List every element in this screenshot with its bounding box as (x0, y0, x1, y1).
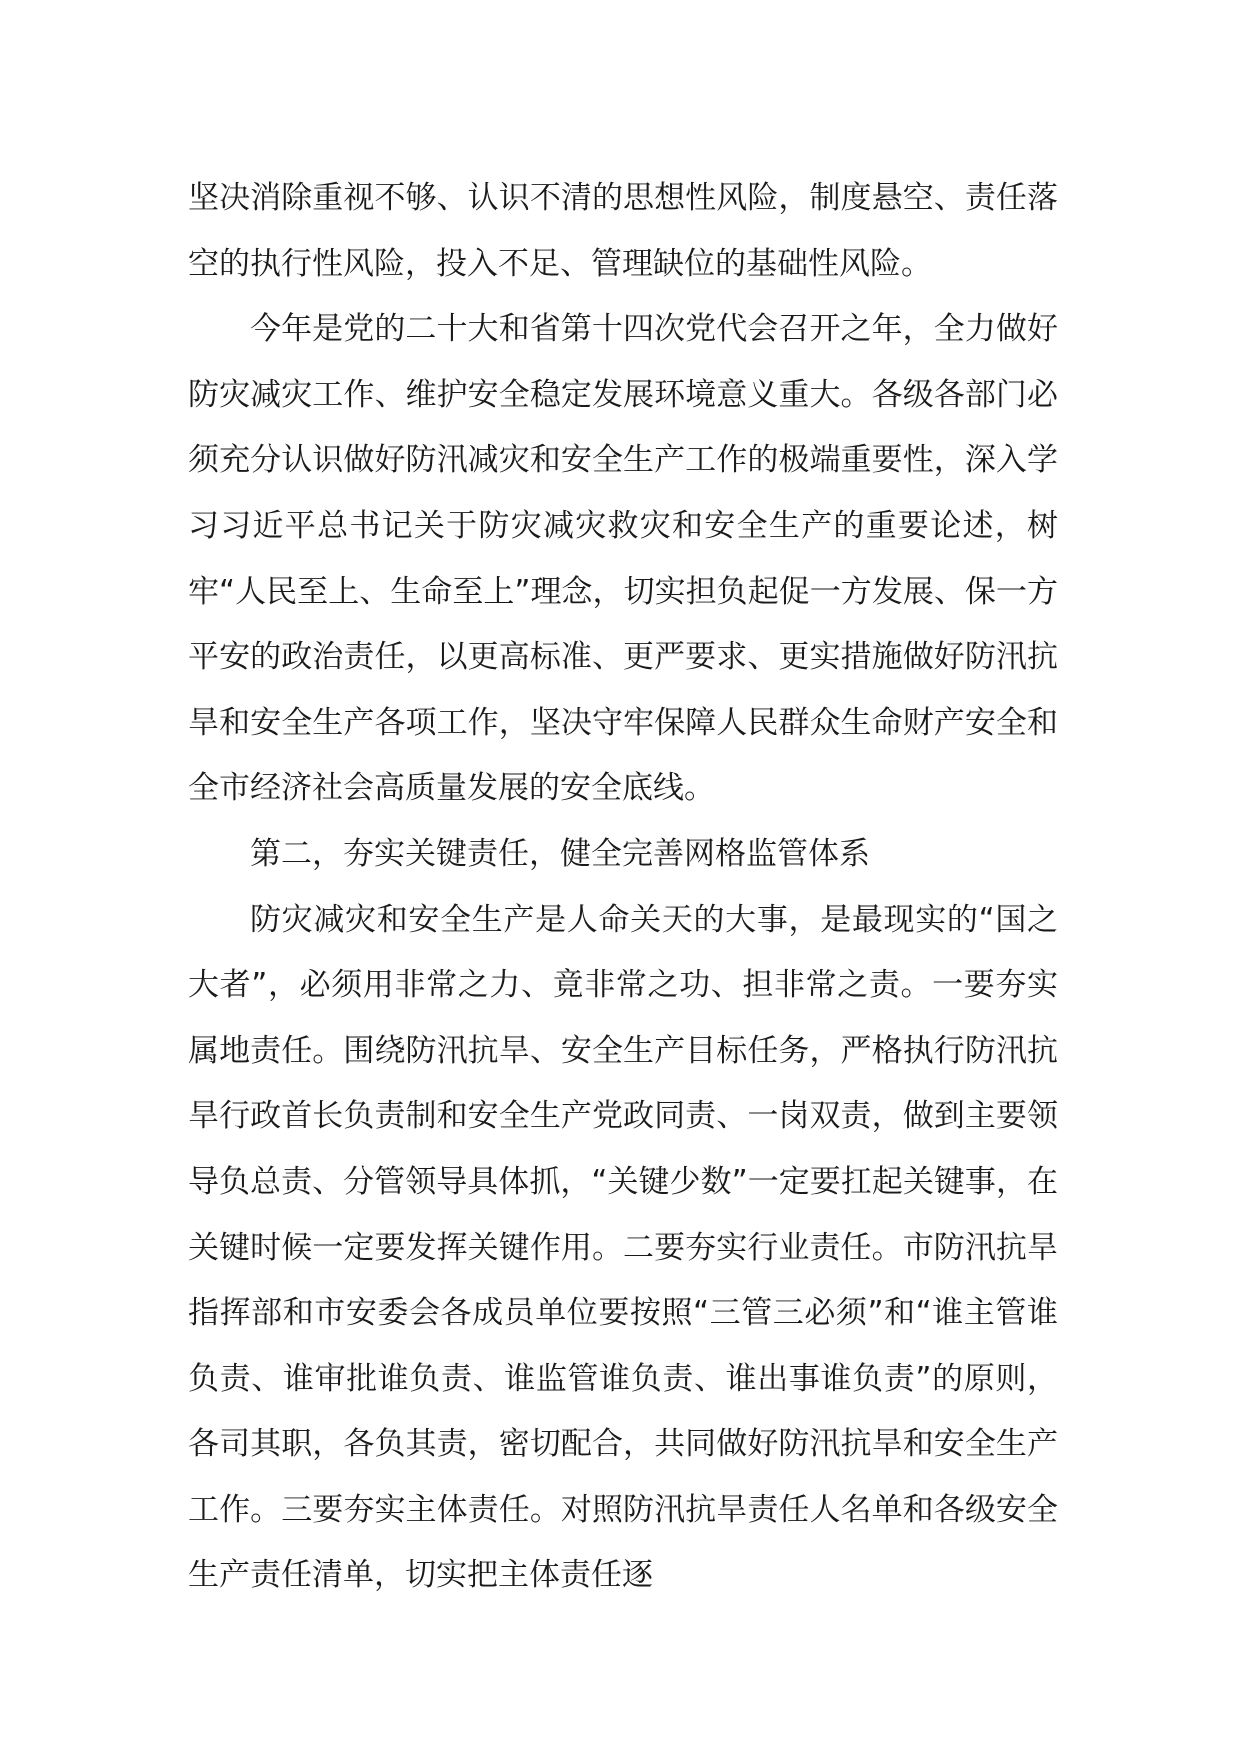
paragraph: 防灾减灾和安全生产是人命关天的大事，是最现实的“国之大者”，必须用非常之力、竟非常之功、担非常之责。一要夯实属地责任。围绕防汛抗旱、安全生产目标任务，严格执行防汛抗旱行政首长负责制和安全生产党政同责、一岗双责，做到主要领导负总责、分管领导具体抓，“关键少数”一定要扛起关键事，在关键时候一定要发挥关键作用。二要夯实行业责任。市防汛抗旱指挥部和市安委会各成员单位要按照“三管三必须”和“谁主管谁负责、谁审批谁负责、谁监管谁负责、谁出事谁负责”的原则，各司其职，各负其责，密切配合，共同做好防汛抗旱和安全生产工作。三要夯实主体责任。对照防汛抗旱责任人名单和各级安全生产责任清单，切实把主体责任逐 (188, 901, 1058, 1594)
paragraph: 今年是党的二十大和省第十四次党代会召开之年，全力做好防灾减灾工作、维护安全稳定发展环境意义重大。各级各部门必须充分认识做好防汛减灾和安全生产工作的极端重要性，深入学习习近平总书记关于防灾减灾救灾和安全生产的重要论述，树牢“人民至上、生命至上”理念，切实担负起促一方发展、保一方平安的政治责任，以更高标准、更严要求、更实措施做好防汛抗旱和安全生产各项工作，坚决守牢保障人民群众生命财产安全和全市经济社会高质量发展的安全底线。 (188, 311, 1058, 807)
document-body (188, 166, 1058, 1609)
section-heading: 第二，夯实关键责任，健全完善网格监管体系 (250, 835, 870, 872)
paragraph-continuation: 坚决消除重视不够、认识不清的思想性风险，制度悬空、责任落空的执行性风险，投入不足、管理缺位的基础性风险。 (188, 180, 1058, 282)
